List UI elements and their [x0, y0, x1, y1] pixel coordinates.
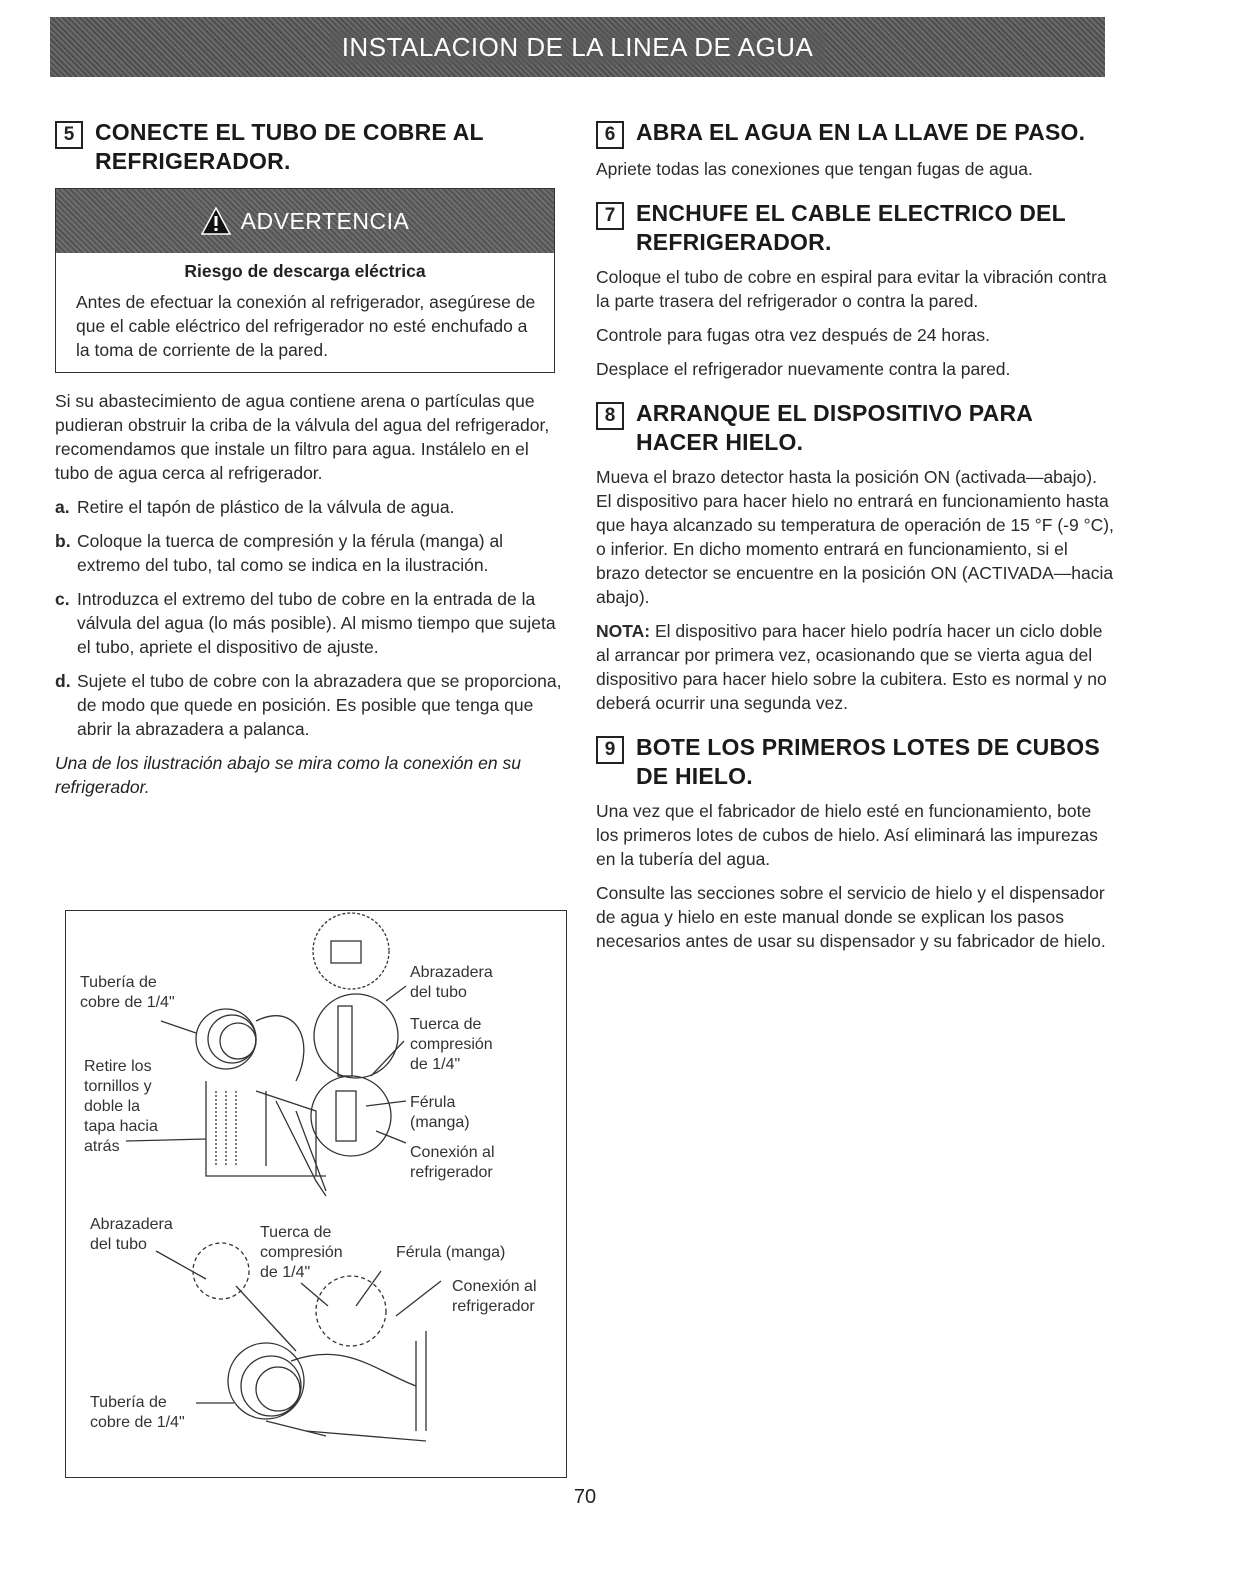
step-9-title: BOTE LOS PRIMEROS LOTES DE CUBOS DE HIELO. [636, 734, 1100, 789]
label-connection-top: Conexión al refrigerador [410, 1144, 495, 1181]
section-banner [50, 17, 1105, 77]
step-8-number: 8 [596, 402, 624, 430]
step-8-note [596, 619, 1116, 715]
step-9-number: 9 [596, 736, 624, 764]
list-letter: a. [55, 497, 70, 517]
label-tube-clamp-top: Abrazadera del tubo [410, 964, 493, 1001]
list-text: Introduzca el extremo del tubo de cobre en la entrada de la válvula del agua (lo más posible). Al mismo tiempo que sujeta el tubo, apriete el dispositivo de ajuste. [77, 589, 556, 657]
step-9-heading [596, 733, 1116, 791]
step-9-text-1: Una vez que el fabricador de hielo esté en funcionamiento, bote los primeros lotes de cubos de hielo. Así eliminará las impurezas en la tubería del agua. [596, 801, 1098, 869]
note-text: El dispositivo para hacer hielo podría hacer un ciclo doble al arrancar por primera vez, ocasionando que se vierta agua del dispositivo para hacer hielo sobre la cubitera. Esto es normal y no deberá ocurrir una segunda vez. [596, 621, 1107, 713]
step-8-heading [596, 399, 1116, 457]
page-number: 70 [573, 1486, 597, 1508]
label-ferrule-bottom: Férula (manga) [396, 1244, 506, 1261]
illustration-note: Una de los ilustración abajo se mira como la conexión en su refrigerador. [55, 753, 521, 797]
installation-illustration [65, 910, 567, 1478]
warning-body: Antes de efectuar la conexión al refrigerador, asegúrese de que el cable eléctrico del refrigerador no esté enchufado a la toma de corriente de la pared. [76, 292, 536, 360]
label-connection-bottom: Conexión al refrigerador [452, 1278, 537, 1315]
step-7-text-2: Controle para fugas otra vez después de 24 horas. [596, 325, 990, 345]
list-item [55, 587, 565, 659]
step-9-text-2: Consulte las secciones sobre el servicio de hielo y el dispensador de agua y hielo en este manual donde se explican los pasos necesarios antes de usar su dispensador y su fabricador de hielo. [596, 883, 1106, 951]
warning-header [56, 189, 554, 253]
step-5-number: 5 [55, 121, 83, 149]
warning-subtitle: Riesgo de descarga eléctrica [184, 261, 426, 281]
list-text: Sujete el tubo de cobre con la abrazadera que se proporciona, de modo que quede en posición. Es posible que tenga que abrir la abrazadera a palanca. [77, 671, 562, 739]
step-6-number: 6 [596, 121, 624, 149]
label-tube-clamp-bottom: Abrazadera del tubo [90, 1216, 173, 1253]
list-item [55, 529, 565, 577]
step-7-text-3: Desplace el refrigerador nuevamente contra la pared. [596, 359, 1011, 379]
list-text: Coloque la tuerca de compresión y la férula (manga) al extremo del tubo, tal como se indica en la ilustración. [77, 531, 504, 575]
step-5-title: CONECTE EL TUBO DE COBRE AL REFRIGERADOR. [95, 119, 484, 174]
label-copper-tube-bottom: Tubería de cobre de 1/4" [90, 1394, 185, 1431]
warning-box [55, 188, 555, 373]
note-label: NOTA: [596, 621, 651, 641]
label-compression-nut-top: Tuerca de compresión de 1/4" [410, 1016, 493, 1073]
step-8-title: ARRANQUE EL DISPOSITIVO PARA HACER HIELO. [636, 400, 1033, 455]
step-6-text: Apriete todas las conexiones que tengan fugas de agua. [596, 159, 1033, 179]
warning-title: ADVERTENCIA [240, 207, 410, 234]
list-text: Retire el tapón de plástico de la válvula de agua. [77, 497, 455, 517]
section-title: INSTALACION DE LA LINEA DE AGUA [330, 30, 826, 65]
list-letter: c. [55, 589, 70, 609]
right-column [596, 118, 1116, 963]
step-5-heading [55, 118, 565, 176]
step-8-text: Mueva el brazo detector hasta la posición ON (activada—abajo). El dispositivo para hacer hielo no entrará en funcionamiento hasta que haya alcanzado su temperatura de operación de 15 °F (-9 °C), o inferior. En dicho momento entrará en funcionamiento, si el brazo detector se encuentre en la posición ON (ACTIVADA—hacia abajo). [596, 467, 1114, 607]
list-letter: d. [55, 671, 71, 691]
label-copper-tube-top: Tubería de cobre de 1/4" [80, 974, 175, 1011]
left-column [55, 118, 565, 799]
step-7-number: 7 [596, 202, 624, 230]
list-letter: b. [55, 531, 71, 551]
step-6-heading [596, 118, 1116, 149]
label-remove-screws: Retire los tornillos y doble la tapa hacia atrás [84, 1058, 158, 1155]
label-compression-nut-bottom: Tuerca de compresión de 1/4" [260, 1224, 343, 1281]
warning-triangle-icon [201, 207, 231, 235]
list-item [55, 669, 565, 741]
list-item [55, 495, 565, 519]
step-6-title: ABRA EL AGUA EN LA LLAVE DE PASO. [636, 119, 1086, 145]
step-7-title: ENCHUFE EL CABLE ELECTRICO DEL REFRIGERADOR. [636, 200, 1066, 255]
label-ferrule-top: Férula (manga) [410, 1094, 470, 1131]
step-7-text-1: Coloque el tubo de cobre en espiral para evitar la vibración contra la parte trasera del refrigerador o contra la pared. [596, 267, 1107, 311]
intro-paragraph: Si su abastecimiento de agua contiene arena o partículas que pudieran obstruir la criba de la válvula del agua del refrigerador, recomendamos que instale un filtro para agua. Instálelo en el tubo de agua cerca al refrigerador. [55, 391, 550, 483]
step-7-heading [596, 199, 1116, 257]
